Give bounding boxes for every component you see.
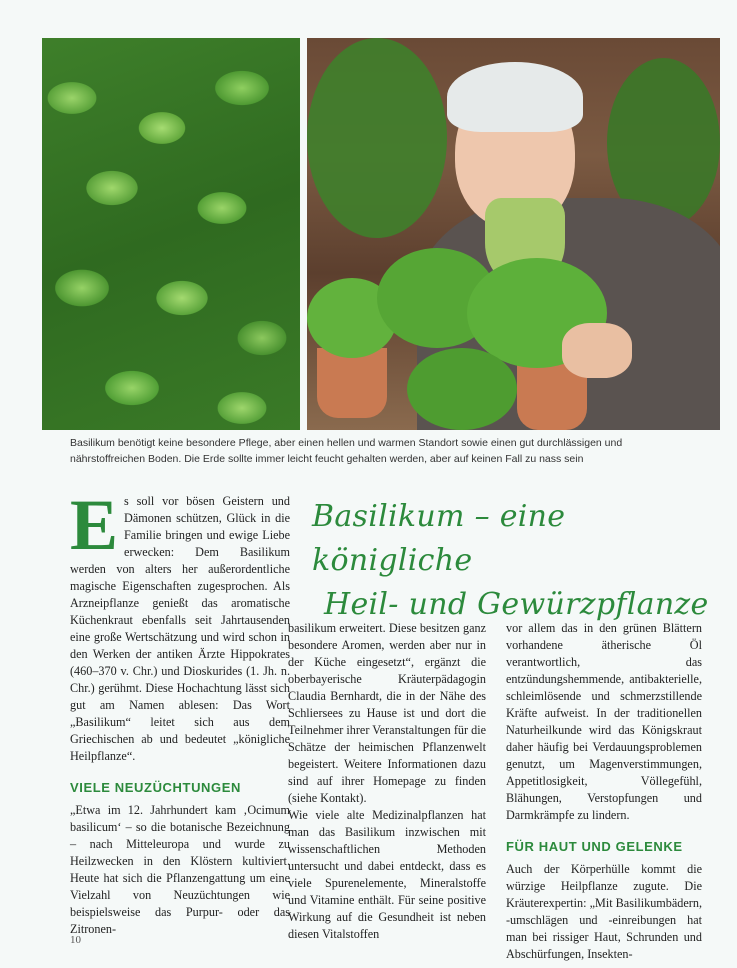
- drop-cap: E: [70, 485, 119, 565]
- subheading-haut-gelenke: FÜR HAUT UND GELENKE: [506, 839, 683, 854]
- herbalist-with-basil-photo: [307, 38, 720, 430]
- title-line-2: Heil- und Gewürzpflanze: [324, 587, 709, 622]
- photo-caption: Basilikum benötigt keine besondere Pflege, aber einen hellen und warmen Standort sowie einen gut durchlässigen und nährstoffreichen Boden. Die Erde sollte immer leicht feucht gehalten werden, aber auf keinen Fall zu nass sein: [70, 437, 623, 465]
- paragraph: Wie viele alte Medizinalpflanzen hat man das Basilikum inzwischen mit wissenschaftlichen Methoden untersucht und dabei entdeckt, dass es viele Spurenelemente, Mineralstoffe und Vitamine enthält. Für seine positive Wirkung auf die Gesundheit ist neben diesen Vitalstoffen: [288, 808, 486, 941]
- paragraph: vor allem das in den grünen Blättern vorhandene ätherische Öl verantwortlich, das entzündungshemmende, antibakterielle, schleimlösende und schmerzstillende Kräfte aufweist. In der traditionellen Naturheilkunde wird das Königskraut daher häufig bei Verdauungsproblemen genutzt, um Magenverstimmungen, Appetitlosigkeit, Völlegefühl, Blähungen, Verstopfungen und Darmkrämpfe zu lindern.: [506, 621, 702, 822]
- paragraph: „Etwa im 12. Jahrhundert kam ‚Ocimum basilicum‘ – so die botanische Bezeichnung – nach Mitteleuropa und wurde zu Heilzwecken in den Klöstern kultiviert. Heute hat sich die Pflanzengattung um eine Vielzahl von Neuzüchtungen wie beispielsweise das Purpur- oder das Zitronen-: [70, 803, 290, 936]
- article-title: [312, 495, 712, 627]
- intro-text: s soll vor bösen Geistern und Dämonen schützen, Glück in die Familie bringen und ewige Liebe erwecken: Dem Basilikum werden von alters her außerordentliche magische Eigenschaften zugesprochen. Als Arzneipflanze genießt das aromatische Küchenkraut ebenfalls seit Jahrtausenden eine große Wertschätzung und wird schon in den Werken der antiken Ärzte Hippokrates (460–370 v. Chr.) und Dioskurides (1. Jh. n. Chr.) gerühmt. Diese Hochachtung lässt sich gut am Namen ablesen: Das Wort „Basilikum“ leitet sich aus dem Griechischen ab und bedeutet „königliche Heilpflanze“.: [70, 494, 290, 763]
- paragraph: Auch der Körperhülle kommt die würzige Heilpflanze zugute. Die Kräuterexpertin: „Mit Basilikumbädern, -umschlägen und -einreibungen hat man bei rissiger Haut, Schrunden und Abschürfungen, Insekten-: [506, 862, 702, 961]
- page-number: 10: [70, 934, 81, 946]
- text-column-2: [288, 620, 486, 943]
- text-column-3: [506, 620, 702, 963]
- intro-paragraph: [70, 485, 290, 765]
- basil-leaves-photo: [42, 38, 300, 430]
- text-column-1: [70, 485, 290, 938]
- paragraph: basilikum erweitert. Diese besitzen ganz besondere Aromen, werden aber nur in der Küche eingesetzt“, ergänzt die oberbayerische Kräuterpädagogin Claudia Bernhardt, die in der Nähe des Schliersees zu Hause ist und dort die Teilnehmer ihrer Veranstaltungen für die Schätze der heimischen Pflanzenwelt begeistert. Weitere Informationen dazu sind auf ihrer Homepage zu finden (siehe Kontakt).: [288, 621, 486, 805]
- title-line-1: Basilikum – eine königliche: [312, 499, 566, 578]
- subheading-neuzuechtungen: VIELE NEUZÜCHTUNGEN: [70, 780, 242, 795]
